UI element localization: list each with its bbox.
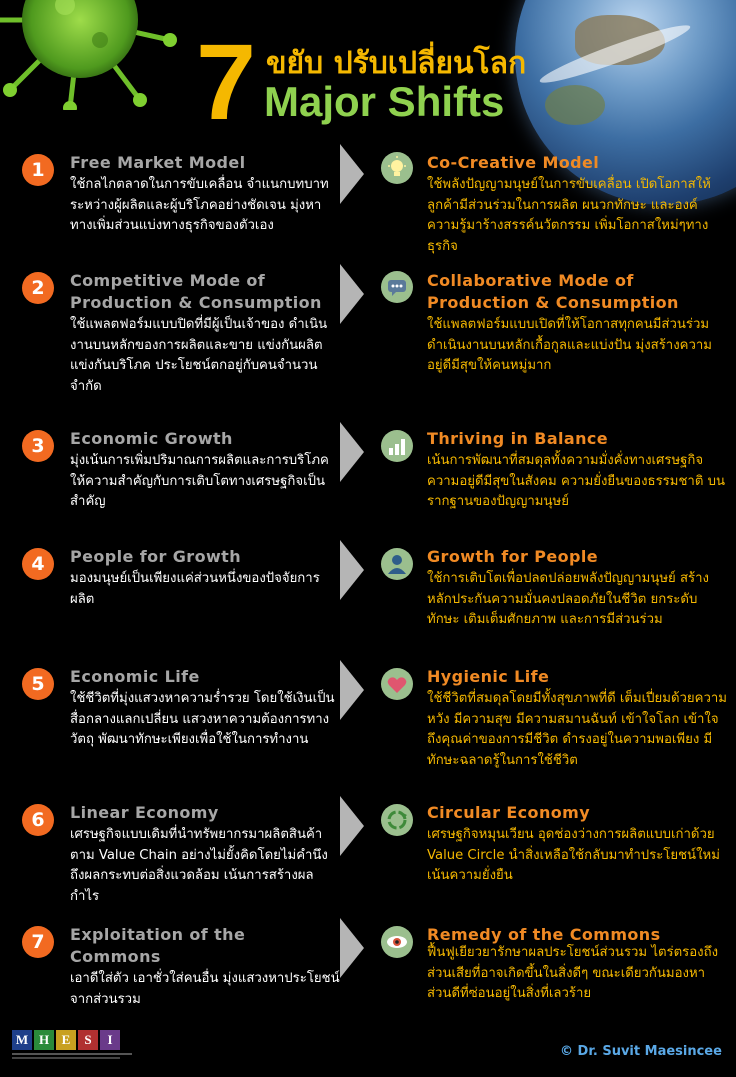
title-thai: ขยับ ปรับเปลี่ยนโลก	[266, 46, 527, 81]
to-description: ใช้พลังปัญญามนุษย์ในการขับเคลื่อน เปิดโอกาสให้ลูกค้ามีส่วนร่วมในการผลิต ผนวกทักษะ และองค์ความรู้มาร้างสรรค์นวัตกรรม เพิ่มโอกาสใหม่ๆทางธุรกิจ	[427, 177, 711, 254]
to-title: Co-Creative Model	[427, 153, 600, 172]
arrow-right-icon	[340, 264, 364, 324]
from-title: Linear Economy	[70, 803, 219, 822]
to-description: เน้นการพัฒนาที่สมดุลทั้งความมั่งคั่งทางเศรษฐกิจ ความอยู่ดีมีสุขในสังคม ความยั่งยืนของธรรมชาติ บนรากฐานของปัญญามนุษย์	[427, 453, 725, 509]
from-title: Economic Life	[70, 667, 200, 686]
from-title: Exploitation of the Commons	[70, 925, 246, 966]
from-description: มองมนุษย์เป็นเพียงแค่ส่วนหนึ่งของปัจจัยการผลิต	[70, 571, 320, 607]
from-description: ใช้แพลตฟอร์มแบบปิดที่มีผู้เป็นเจ้าของ ดำเนินงานบนหลักของการผลิตและขาย แข่งกันผลิตแข่งกันบริโภค ประโยชน์ตกอยู่กับคนจำนวนจำกัด	[70, 317, 328, 394]
eye-icon	[381, 926, 413, 958]
step-number: 2	[22, 272, 54, 304]
from-description: ใช้กลไกตลาดในการขับเคลื่อน จำแนกบทบาทระหว่างผู้ผลิตและผู้บริโภคอย่างชัดเจน มุ่งหาทางเพิ่มส่วนแบ่งทางธุรกิจของตัวเอง	[70, 177, 329, 233]
person-icon	[381, 548, 413, 580]
to-title: Growth for People	[427, 547, 598, 566]
from-title: Free Market Model	[70, 153, 246, 172]
to-description: ใช้การเติบโตเพื่อปลดปล่อยพลังปัญญามนุษย์ สร้างหลักประกันความมั่นคงปลอดภัยในชีวิต ยกระดับทักษะ เติมเต็มศักยภาพ และการมีส่วนร่วม	[427, 571, 709, 627]
step-number: 7	[22, 926, 54, 958]
title-number: 7	[196, 21, 257, 142]
from-description: เศรษฐกิจแบบเดิมที่นำทรัพยากรมาผลิตสินค้าตาม Value Chain อย่างไม่ยั้งคิดโดยไม่คำนึงถึงผลกระทบต่อสิ่งแวดล้อม เน้นการสร้างผลกำไร	[70, 827, 328, 904]
from-title: People for Growth	[70, 547, 241, 566]
arrow-right-icon	[340, 422, 364, 482]
virus-illustration	[0, 0, 200, 110]
arrow-right-icon	[340, 144, 364, 204]
author-credit: © Dr. Suvit Maesincee	[560, 1044, 722, 1059]
logo-letter: S	[78, 1030, 98, 1050]
chat-bubble-icon	[381, 271, 413, 303]
recycle-icon	[381, 804, 413, 836]
step-number: 6	[22, 804, 54, 836]
step-number: 4	[22, 548, 54, 580]
logo-letter: M	[12, 1030, 32, 1050]
logo-subtitle-graphic	[12, 1053, 132, 1059]
step-number: 3	[22, 430, 54, 462]
to-title: Remedy of the Commons	[427, 925, 661, 944]
logo-letter: E	[56, 1030, 76, 1050]
arrow-right-icon	[340, 918, 364, 978]
from-description: มุ่งเน้นการเพิ่มปริมาณการผลิตและการบริโภค ให้ความสำคัญกับการเติบโตทางเศรษฐกิจเป็นสำคัญ	[70, 453, 329, 509]
to-description: ฟื้นฟูเยียวยารักษาผลประโยชน์ส่วนรวม ไตร่ตรองถึงส่วนเสียที่อาจเกิดขึ้นในสิ่งดีๆ ขณะเดียวกันมองหาส่วนดีที่ซ่อนอยู่ในสิ่งที่เลวร้าย	[427, 945, 719, 1001]
to-title: Hygienic Life	[427, 667, 550, 686]
to-title: Thriving in Balance	[427, 429, 609, 448]
from-description: ใช้ชีวิตที่มุ่งแสวงหาความร่ำรวย โดยใช้เงินเป็นสื่อกลางแลกเปลี่ยน แสวงหาความต้องการทางวัตถุ พัฒนาทักษะเพียงเพื่อใช้ในการทำงาน	[70, 691, 335, 747]
arrow-right-icon	[340, 796, 364, 856]
heart-icon	[381, 668, 413, 700]
to-description: ใช้ชีวิตที่สมดุลโดยมีทั้งสุขภาพที่ดี เต็มเปี่ยมด้วยความหวัง มีความสุข มีความสมานฉันท์ เข้าใจโลก เข้าใจถึงคุณค่าของการมีชีวิต ดำรงอยู่ในความพอเพียง มีทักษะฉลาดรู้ในการใช้ชีวิต	[427, 691, 727, 768]
to-title: Circular Economy	[427, 803, 591, 822]
logo-letter: H	[34, 1030, 54, 1050]
step-number: 5	[22, 668, 54, 700]
arrow-right-icon	[340, 540, 364, 600]
from-description: เอาดีใส่ตัว เอาชั่วใส่คนอื่น มุ่งแสวงหาประโยชน์จากส่วนรวม	[70, 971, 340, 1007]
logo-letter: I	[100, 1030, 120, 1050]
to-title: Collaborative Mode of Production & Consumption	[427, 271, 679, 312]
from-title: Economic Growth	[70, 429, 233, 448]
arrow-right-icon	[340, 660, 364, 720]
to-description: เศรษฐกิจหมุนเวียน อุดช่องว่างการผลิตแบบเก่าด้วย Value Circle นำสิ่งเหลือใช้กลับมาทำประโยชน์ใหม่ เน้นความยั่งยืน	[427, 827, 720, 883]
bar-chart-icon	[381, 430, 413, 462]
mhesi-logo	[12, 1030, 132, 1059]
from-title: Competitive Mode of Production & Consumption	[70, 271, 322, 312]
step-number: 1	[22, 154, 54, 186]
to-description: ใช้แพลตฟอร์มแบบเปิดที่ให้โอกาสทุกคนมีส่วนร่วม ดำเนินงานบนหลักเกื้อกูลและแบ่งปัน มุ่งสร้างความอยู่ดีมีสุขให้คนหมู่มาก	[427, 317, 712, 373]
title-english: Major Shifts	[264, 78, 505, 125]
lightbulb-icon	[381, 152, 413, 184]
